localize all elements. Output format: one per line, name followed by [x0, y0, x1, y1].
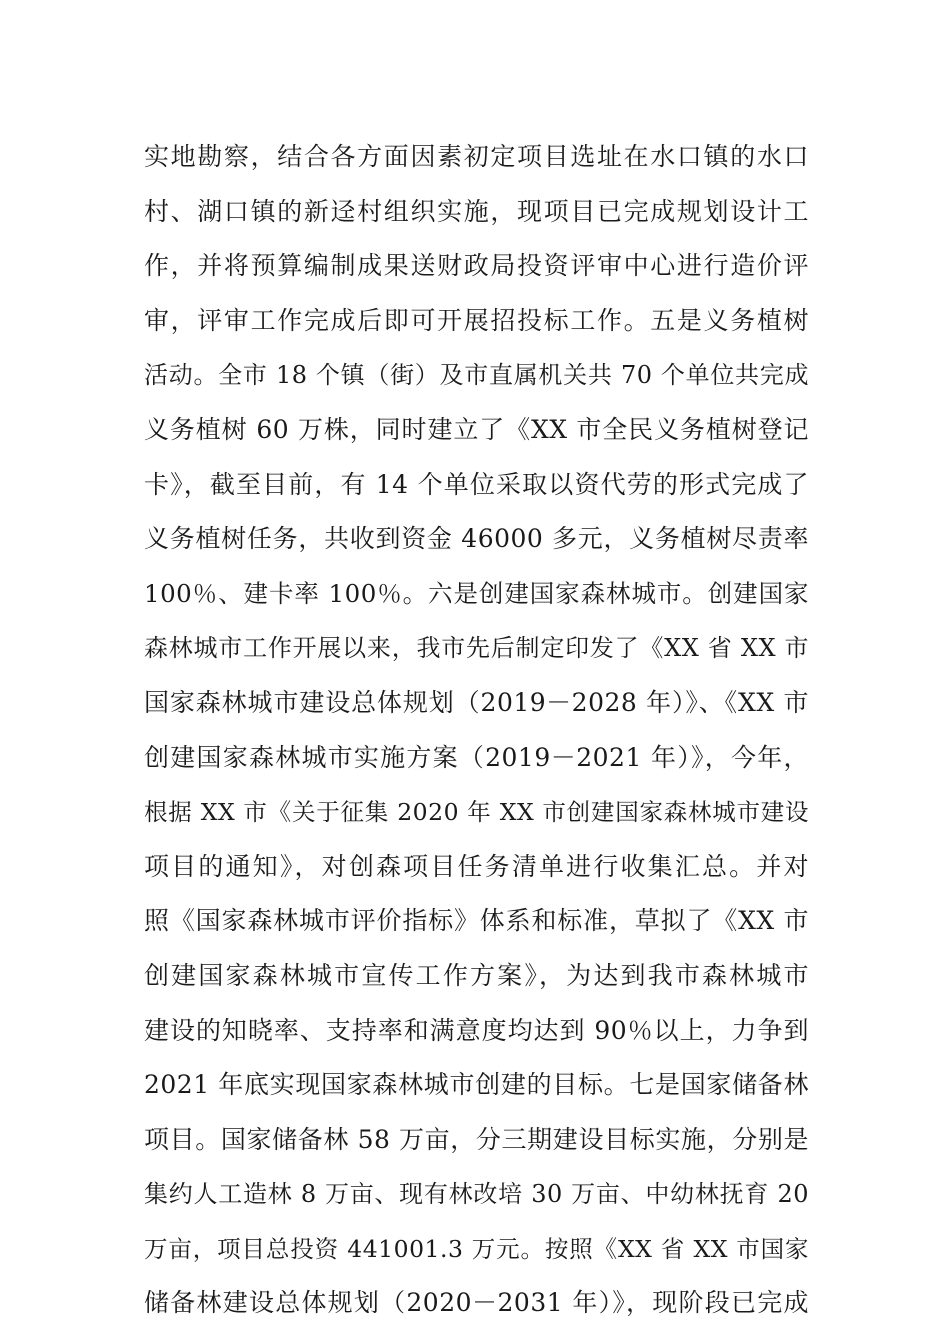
text-line: 集约人工造林 8 万亩、现有林改培 30 万亩、中幼林抚育 20 — [144, 1180, 809, 1209]
text-line: 项目的通知》，对创森项目任务清单进行收集汇总。并对 — [144, 851, 809, 881]
text-line: 100％、建卡率 100％。六是创建国家森林城市。创建国家 — [144, 578, 809, 608]
text-line: 建设的知晓率、支持率和满意度均达到 90％以上，力争到 — [144, 1015, 809, 1045]
text-line: 村、湖口镇的新迳村组织实施，现项目已完成规划设计工 — [144, 196, 809, 226]
text-line: 义务植树 60 万株，同时建立了《XX 市全民义务植树登记 — [144, 414, 809, 444]
text-line: 储备林建设总体规划（2020－2031 年）》，现阶段已完成 — [144, 1288, 809, 1318]
text-line: 作，并将预算编制成果送财政局投资评审中心进行造价评 — [144, 251, 809, 281]
text-line: 2021 年底实现国家森林城市创建的目标。七是国家储备林 — [144, 1070, 809, 1100]
text-line: 实地勘察，结合各方面因素初定项目选址在水口镇的水口 — [144, 142, 809, 171]
text-line: 森林城市工作开展以来，我市先后制定印发了《XX 省 XX 市 — [144, 634, 809, 663]
text-line: 创建国家森林城市宣传工作方案》，为达到我市森林城市 — [144, 960, 809, 990]
text-line: 项目。国家储备林 58 万亩，分三期建设目标实施，分别是 — [144, 1124, 809, 1154]
body-text — [144, 130, 809, 1331]
text-line: 活动。全市 18 个镇（街）及市直属机关共 70 个单位共完成 — [144, 361, 809, 390]
text-line: 国家森林城市建设总体规划（2019－2028 年）》、《XX 市 — [144, 687, 809, 717]
text-line: 照《国家森林城市评价指标》体系和标准，草拟了《XX 市 — [144, 906, 809, 936]
text-line: 创建国家森林城市实施方案（2019－2021 年）》，今年， — [144, 742, 809, 772]
text-line: 义务植树任务，共收到资金 46000 多元，义务植树尽责率 — [144, 524, 809, 554]
text-line: 卡》，截至目前，有 14 个单位采取以资代劳的形式完成了 — [144, 469, 809, 499]
text-line: 根据 XX 市《关于征集 2020 年 XX 市创建国家森林城市建设 — [144, 798, 809, 827]
text-line: 万亩，项目总投资 441001.3 万元。按照《XX 省 XX 市国家 — [144, 1234, 809, 1263]
text-line: 审，评审工作完成后即可开展招投标工作。五是义务植树 — [144, 305, 809, 335]
